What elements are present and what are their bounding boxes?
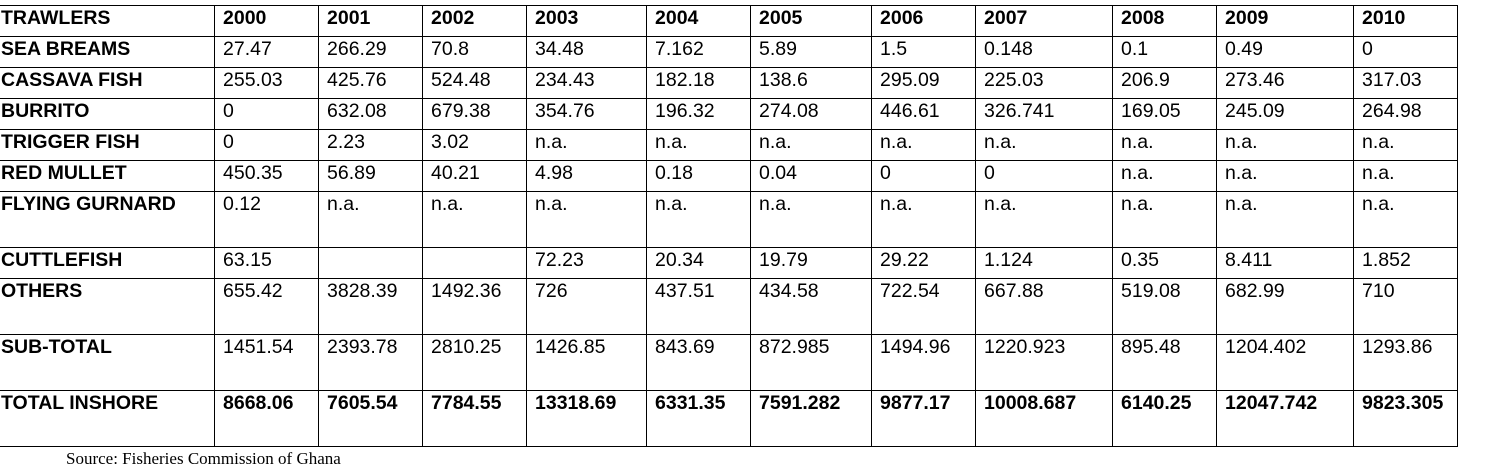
header-year: 2001: [319, 6, 423, 37]
table-cell: 0.35: [1113, 248, 1217, 279]
table-cell: 2393.78: [319, 335, 423, 391]
header-year: 2010: [1354, 6, 1458, 37]
table-cell: 872.985: [751, 335, 872, 391]
table-cell: 0.1: [1113, 37, 1217, 68]
table-cell: 726: [527, 279, 647, 335]
table-row: [0, 68, 1458, 99]
fish-catch-table-container: [0, 5, 1458, 447]
table-row: [0, 37, 1458, 68]
table-cell: n.a.: [1113, 130, 1217, 161]
table-cell: n.a.: [1217, 161, 1354, 192]
trawlers-catch-table: [0, 5, 1458, 447]
table-cell: 20.34: [647, 248, 751, 279]
row-label: OTHERS: [0, 279, 215, 335]
table-cell: 266.29: [319, 37, 423, 68]
table-cell: 7591.282: [751, 391, 872, 447]
table-cell: n.a.: [1113, 161, 1217, 192]
table-cell: 0: [872, 161, 976, 192]
table-cell: 5.89: [751, 37, 872, 68]
table-cell: 27.47: [215, 37, 319, 68]
header-year: 2004: [647, 6, 751, 37]
table-cell: 437.51: [647, 279, 751, 335]
header-year: 2006: [872, 6, 976, 37]
table-cell: 0.04: [751, 161, 872, 192]
table-cell: 72.23: [527, 248, 647, 279]
table-cell: 10008.687: [976, 391, 1113, 447]
table-cell: 2810.25: [423, 335, 527, 391]
table-cell: 34.48: [527, 37, 647, 68]
table-cell: 722.54: [872, 279, 976, 335]
header-year: 2008: [1113, 6, 1217, 37]
table-cell: n.a.: [976, 130, 1113, 161]
table-cell: 0: [215, 99, 319, 130]
table-cell: 295.09: [872, 68, 976, 99]
table-cell: n.a.: [1354, 130, 1458, 161]
table-cell: 9823.305: [1354, 391, 1458, 447]
table-cell: n.a.: [647, 192, 751, 248]
table-cell: 3.02: [423, 130, 527, 161]
table-row: [0, 192, 1458, 248]
table-cell: 40.21: [423, 161, 527, 192]
table-cell: n.a.: [319, 192, 423, 248]
table-cell: 682.99: [1217, 279, 1354, 335]
table-cell: 29.22: [872, 248, 976, 279]
table-cell: 1293.86: [1354, 335, 1458, 391]
table-cell: 1204.402: [1217, 335, 1354, 391]
table-cell: 196.32: [647, 99, 751, 130]
row-label: BURRITO: [0, 99, 215, 130]
table-row: [0, 335, 1458, 391]
header-year: 2009: [1217, 6, 1354, 37]
table-cell: 446.61: [872, 99, 976, 130]
table-cell: 354.76: [527, 99, 647, 130]
table-cell: 13318.69: [527, 391, 647, 447]
table-cell: 234.43: [527, 68, 647, 99]
table-cell: 19.79: [751, 248, 872, 279]
table-cell: 1.124: [976, 248, 1113, 279]
table-cell: 519.08: [1113, 279, 1217, 335]
table-cell: n.a.: [1354, 161, 1458, 192]
table-cell: n.a.: [751, 130, 872, 161]
table-cell: 7784.55: [423, 391, 527, 447]
table-cell: 273.46: [1217, 68, 1354, 99]
table-cell: 0.12: [215, 192, 319, 248]
table-cell: 1426.85: [527, 335, 647, 391]
table-cell: 6331.35: [647, 391, 751, 447]
table-cell: n.a.: [527, 130, 647, 161]
table-cell: 169.05: [1113, 99, 1217, 130]
table-cell: 450.35: [215, 161, 319, 192]
table-cell: 1.5: [872, 37, 976, 68]
table-row-total: [0, 391, 1458, 447]
table-cell: 1220.923: [976, 335, 1113, 391]
table-cell: 0: [976, 161, 1113, 192]
table-cell: 655.42: [215, 279, 319, 335]
table-cell: 3828.39: [319, 279, 423, 335]
table-cell: 182.18: [647, 68, 751, 99]
table-cell: 7.162: [647, 37, 751, 68]
table-cell: n.a.: [1217, 192, 1354, 248]
table-cell: 632.08: [319, 99, 423, 130]
table-cell: 2.23: [319, 130, 423, 161]
header-year: 2002: [423, 6, 527, 37]
table-row: [0, 279, 1458, 335]
header-year: 2005: [751, 6, 872, 37]
header-year: 2007: [976, 6, 1113, 37]
table-cell: 56.89: [319, 161, 423, 192]
table-cell: 524.48: [423, 68, 527, 99]
row-label: FLYING GURNARD: [0, 192, 215, 248]
table-cell: [319, 248, 423, 279]
table-cell: 7605.54: [319, 391, 423, 447]
header-trawlers: TRAWLERS: [0, 6, 215, 37]
table-cell: 1.852: [1354, 248, 1458, 279]
table-cell: 0: [215, 130, 319, 161]
table-cell: 255.03: [215, 68, 319, 99]
row-label: TOTAL INSHORE: [0, 391, 215, 447]
table-cell: 138.6: [751, 68, 872, 99]
table-cell: 434.58: [751, 279, 872, 335]
table-cell: 895.48: [1113, 335, 1217, 391]
table-cell: n.a.: [527, 192, 647, 248]
table-cell: 0: [1354, 37, 1458, 68]
table-cell: [423, 248, 527, 279]
table-cell: 1494.96: [872, 335, 976, 391]
table-cell: 225.03: [976, 68, 1113, 99]
table-cell: 63.15: [215, 248, 319, 279]
header-row: [0, 6, 1458, 37]
table-cell: 843.69: [647, 335, 751, 391]
row-label: SUB-TOTAL: [0, 335, 215, 391]
table-cell: 317.03: [1354, 68, 1458, 99]
table-cell: n.a.: [423, 192, 527, 248]
table-cell: 245.09: [1217, 99, 1354, 130]
table-row: [0, 130, 1458, 161]
table-cell: n.a.: [1217, 130, 1354, 161]
table-cell: 8668.06: [215, 391, 319, 447]
table-cell: 0.18: [647, 161, 751, 192]
table-cell: 326.741: [976, 99, 1113, 130]
table-cell: 425.76: [319, 68, 423, 99]
table-cell: n.a.: [647, 130, 751, 161]
table-cell: n.a.: [976, 192, 1113, 248]
table-cell: 1451.54: [215, 335, 319, 391]
row-label: CUTTLEFISH: [0, 248, 215, 279]
table-cell: 710: [1354, 279, 1458, 335]
row-label: RED MULLET: [0, 161, 215, 192]
table-cell: 12047.742: [1217, 391, 1354, 447]
table-cell: n.a.: [751, 192, 872, 248]
table-row: [0, 99, 1458, 130]
row-label: CASSAVA FISH: [0, 68, 215, 99]
header-year: 2003: [527, 6, 647, 37]
table-cell: 9877.17: [872, 391, 976, 447]
table-cell: 264.98: [1354, 99, 1458, 130]
table-cell: n.a.: [872, 130, 976, 161]
table-cell: 679.38: [423, 99, 527, 130]
table-cell: n.a.: [872, 192, 976, 248]
table-cell: 6140.25: [1113, 391, 1217, 447]
row-label: SEA BREAMS: [0, 37, 215, 68]
table-cell: 667.88: [976, 279, 1113, 335]
table-cell: 0.148: [976, 37, 1113, 68]
table-cell: 70.8: [423, 37, 527, 68]
table-cell: 8.411: [1217, 248, 1354, 279]
table-row: [0, 248, 1458, 279]
row-label: TRIGGER FISH: [0, 130, 215, 161]
table-row: [0, 161, 1458, 192]
table-cell: 206.9: [1113, 68, 1217, 99]
table-cell: 4.98: [527, 161, 647, 192]
table-cell: 0.49: [1217, 37, 1354, 68]
table-cell: 274.08: [751, 99, 872, 130]
source-note: Source: Fisheries Commission of Ghana: [66, 449, 341, 468]
table-cell: 1492.36: [423, 279, 527, 335]
table-cell: n.a.: [1113, 192, 1217, 248]
header-year: 2000: [215, 6, 319, 37]
table-cell: n.a.: [1354, 192, 1458, 248]
